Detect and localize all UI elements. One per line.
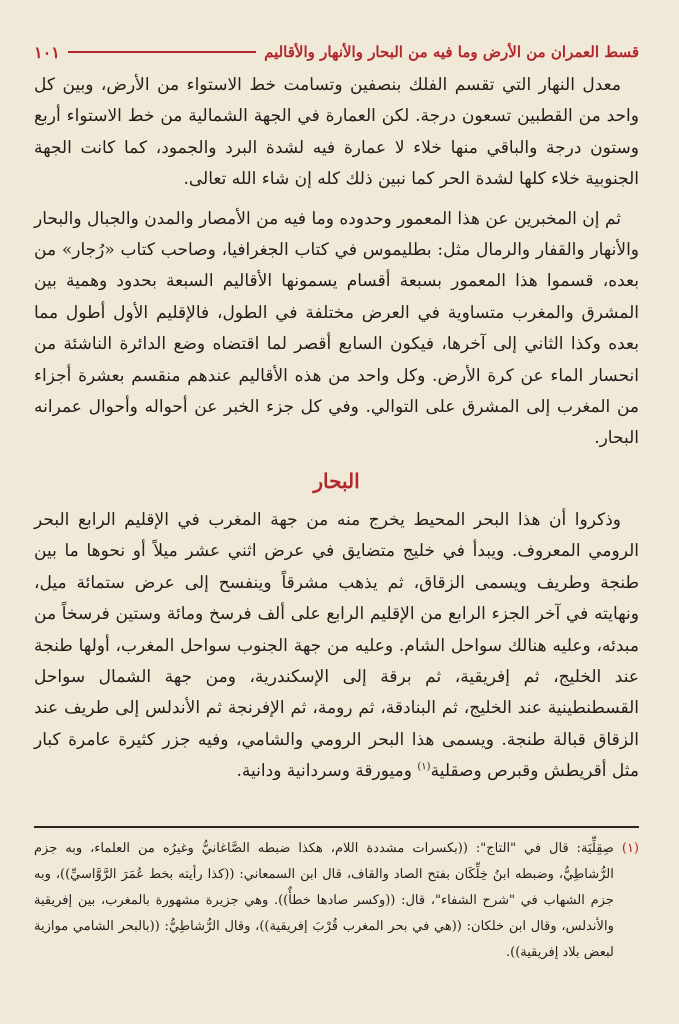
paragraph-3-text: وذكروا أن هذا البحر المحيط يخرج منه من جهة المغرب في الإقليم الرابع البحر الرومي المعروف. ويبدأ في خليج متضايق في عرض اثني عشر ميلاً أو نحوها ما بين طنجة وطريف ويسمى الزقاق، ثم يذهب مشرقاً وينفسح إلى عرض ستمائة ميل، ونهايته في آخر الجزء الرابع من الإقليم الرابع على ألف فرسخ ومائة وستين فرسخاً من مبدئه، وعليه هنالك سواحل الشام. وعليه من جهة الجنوب سواحل المغرب، أولها طنجة عند الخليج، ثم إفريقية، ثم برقة إلى الإسكندرية، ومن جهة الشمال سواحل القسطنطينية عند الخليج، ثم البنادقة، ثم رومة، ثم الإفرنجة ثم الأندلس إلى طريف عند الزقاق قبالة طنجة. ويسمى هذا البحر الرومي والشامي، وفيه جزر كثيرة عامرة كبار مثل أقريطش وقبرص وصقلية (34, 509, 639, 782)
footnote-number: (١) (621, 841, 639, 856)
footnote-marker: (١) (417, 761, 431, 773)
footnote-text: صِقِلِّيَة: قال في "التاج": ((بكسرات مشددة اللام، هكذا ضبطه الصَّاغانيُّ وغيرُه من العلماء، وبه جزم الرُّشاطِيُّ، وضبطه ابنُ خِلِّكَان بفتح الصاد والقاف، قال ابن السمعاني: ((كذا رأيته بخط عُمَرَ الرَّوَّاسيِّ))، وبه جزم الشهاب في "شرح الشفاء"، قال: ((وكسر صادها خطأٌ)). وهي جزيرة مشهورة بالمغرب، بين إفريقية والأندلس، وقال ابن خلكان: ((هي في بحر المغرب قُرْبَ إفريقية))، وقال الرُّشاطِيُّ: ((بالبحر الشامي موازية لبعض بلاد إفريقية)). (34, 841, 614, 960)
paragraph-3-tail: وميورقة وسردانية ودانية. (236, 761, 418, 782)
paragraph-2: ثم إن المخبرين عن هذا المعمور وحدوده وما فيه من الأمصار والمدن والجبال والبحار والأنهار والقفار والرمال مثل: بطليموس في كتاب الجغرافيا، وصاحب كتاب «رُجار» من بعده، قسموا هذا المعمور بسبعة أقسام يسمونها الأقاليم السبعة بحدود وهمية بين المشرق والمغرب متساوية في العرض مختلفة في الطول، فالإقليم الأول أطول مما بعده وكذا الثاني إلى آخرها، فيكون السابع أقصر لما اقتضاه وضع الدائرة الناشئة من انحسار الماء عن كرة الأرض. وكل واحد من هذه الأقاليم عندهم منقسم بعشرة أجزاء من المغرب إلى المشرق على التوالي. وفي كل جزء الخبر عن أحواله وأحوال عمرانه البحار. (34, 208, 639, 449)
footnote-divider (34, 826, 639, 828)
chapter-title: قسط العمران من الأرض وما فيه من البحار والأنهار والأقاليم (264, 43, 639, 61)
paragraph-1: معدل النهار التي تقسم الفلك بنصفين وتسامت خط الاستواء من الأرض، وبين كل واحد من القطبين تسعون درجة. لكن العمارة في الجهة الشمالية من خط الاستواء أربع وستون درجة والباقي منها خلاء لا عمارة فيه لشدة البرد والجمود، كما كانت الجهة الجنوبية خلاء كلها لشدة الحر كما نبين ذلك كله إن شاء الله تعالى. (34, 75, 639, 190)
running-header (34, 40, 639, 64)
page-body (34, 70, 639, 788)
paragraph-3 (34, 505, 639, 788)
section-heading: البحار (313, 468, 360, 493)
header-rule (68, 51, 256, 53)
page-number: ١٠١ (34, 42, 60, 62)
footnote (34, 836, 639, 966)
